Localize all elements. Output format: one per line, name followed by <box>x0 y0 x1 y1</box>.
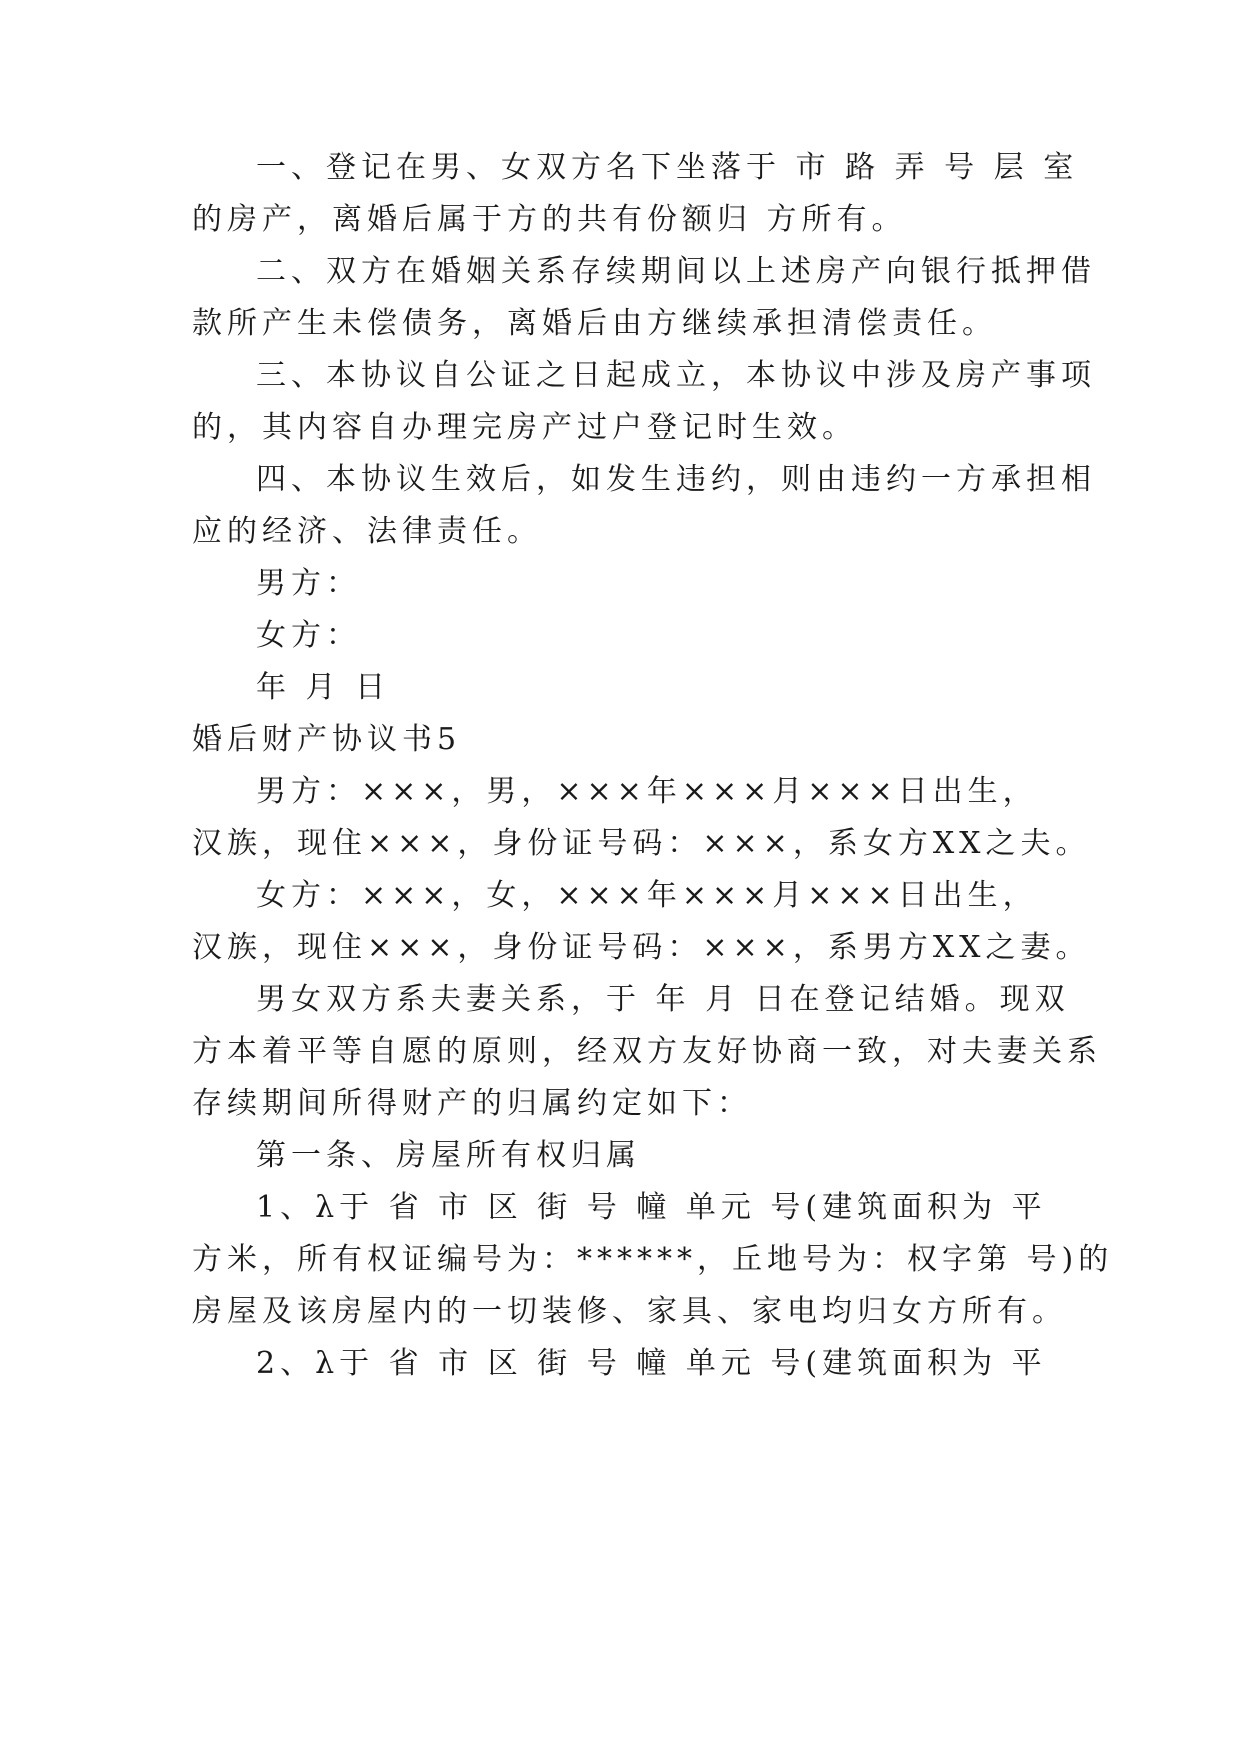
female-party-line-2: 汉族，现住×××，身份证号码：×××，系男方XX之妻。 <box>192 930 1091 965</box>
clause-1-line-2: 的房产，离婚后属于方的共有份额归 方所有。 <box>192 202 907 237</box>
article-1-heading: 第一条、房屋所有权归属 <box>256 1138 641 1173</box>
preamble-line-3: 存续期间所得财产的归属约定如下： <box>192 1086 752 1121</box>
section-title: 婚后财产协议书5 <box>192 722 462 757</box>
item-1-line-2: 方米，所有权证编号为：******，丘地号为：权字第 号)的 <box>192 1242 1114 1277</box>
signature-date: 年 月 日 <box>256 670 391 705</box>
clause-3-line-2: 的，其内容自办理完房产过户登记时生效。 <box>192 410 857 445</box>
male-party-line-2: 汉族，现住×××，身份证号码：×××，系女方XX之夫。 <box>192 826 1091 861</box>
signature-male: 男方： <box>256 566 361 601</box>
clause-2-line-2: 款所产生未偿债务，离婚后由方继续承担清偿责任。 <box>192 306 997 341</box>
clause-3-line-1: 三、本协议自公证之日起成立，本协议中涉及房产事项 <box>256 358 1096 393</box>
clause-1-line-1: 一、登记在男、女双方名下坐落于 市 路 弄 号 层 室 <box>256 150 1079 185</box>
item-1-line-1: 1、λ于 省 市 区 街 号 幢 单元 号(建筑面积为 平 <box>256 1190 1047 1225</box>
item-2-line-1: 2、λ于 省 市 区 街 号 幢 单元 号(建筑面积为 平 <box>256 1346 1047 1381</box>
clause-2-line-1: 二、双方在婚姻关系存续期间以上述房产向银行抵押借 <box>256 254 1096 289</box>
clause-4-line-2: 应的经济、法律责任。 <box>192 514 542 549</box>
preamble-line-1: 男女双方系夫妻关系，于 年 月 日在登记结婚。现双 <box>256 982 1070 1017</box>
item-1-line-3: 房屋及该房屋内的一切装修、家具、家电均归女方所有。 <box>192 1294 1067 1329</box>
preamble-line-2: 方本着平等自愿的原则，经双方友好协商一致，对夫妻关系 <box>192 1034 1102 1069</box>
male-party-line-1: 男方：×××，男，×××年×××月×××日出生， <box>256 774 1038 809</box>
female-party-line-1: 女方：×××，女，×××年×××月×××日出生， <box>256 878 1038 913</box>
clause-4-line-1: 四、本协议生效后，如发生违约，则由违约一方承担相 <box>256 462 1096 497</box>
signature-female: 女方： <box>256 618 361 653</box>
